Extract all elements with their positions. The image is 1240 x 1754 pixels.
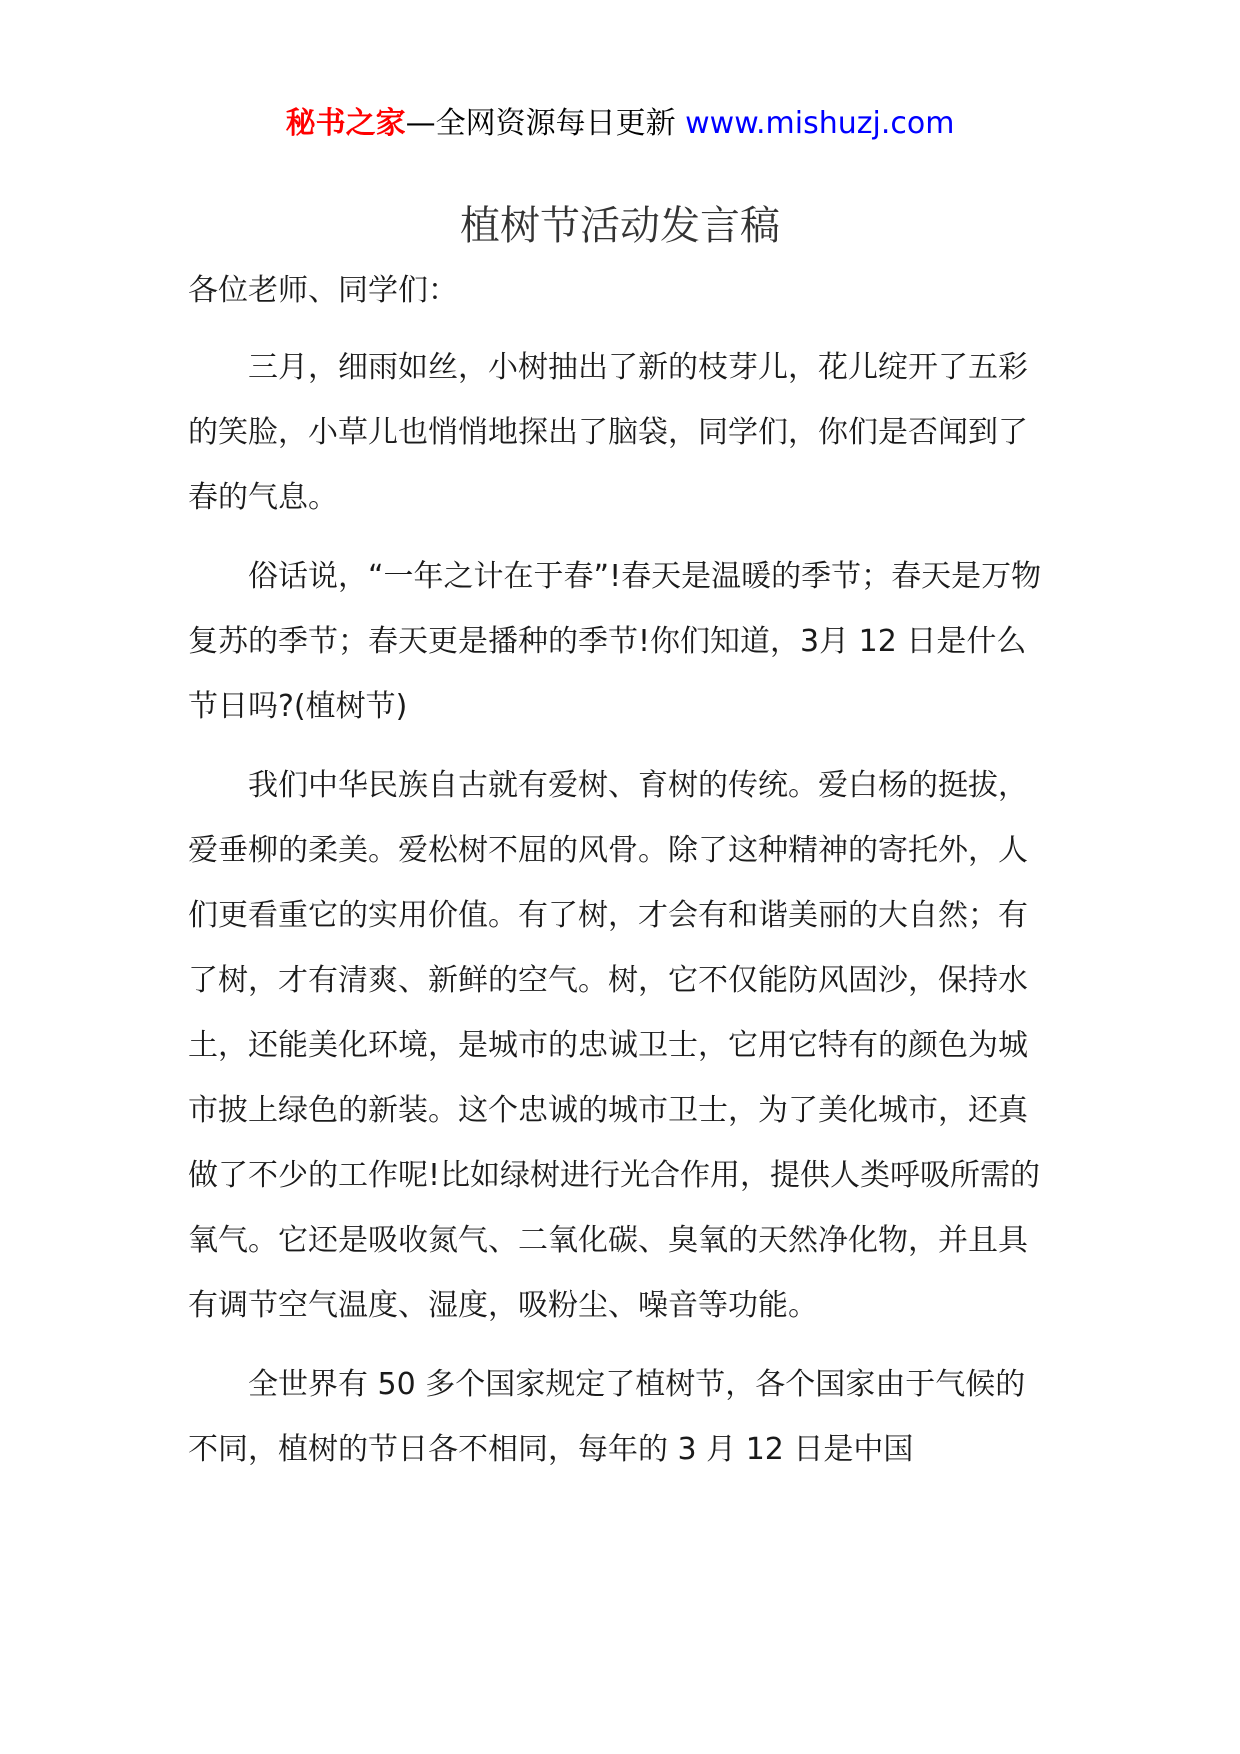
salutation: 各位老师、同学们： xyxy=(188,273,458,308)
paragraph: 三月，细雨如丝，小树抽出了新的枝芽儿，花儿绽开了五彩的笑脸，小草儿也悄悄地探出了脑袋，同学们，你们是否闻到了春的气息。 xyxy=(188,350,1028,515)
site-slogan: —全网资源每日更新 xyxy=(405,106,686,141)
document-title: 植树节活动发言稿 xyxy=(460,203,780,249)
paragraph: 俗话说，“一年之计在于春”!春天是温暖的季节；春天是万物复苏的季节；春天更是播种的季节!你们知道，3月 12 日是什么节日吗?(植树节) xyxy=(188,559,1042,724)
site-brand: 秘书之家 xyxy=(285,106,406,141)
site-url-link[interactable]: www.mishuzj.com xyxy=(685,106,955,141)
document-body xyxy=(188,258,1048,1496)
paragraph: 全世界有 50 多个国家规定了植树节，各个国家由于气候的不同，植树的节日各不相同，每年的 3 月 12 日是中国 xyxy=(188,1367,1026,1467)
paragraph: 我们中华民族自古就有爱树、育树的传统。爱白杨的挺拔，爱垂柳的柔美。爱松树不屈的风骨。除了这种精神的寄托外，人们更看重它的实用价值。有了树，才会有和谐美丽的大自然；有了树，才有清爽、新鲜的空气。树，它不仅能防风固沙，保持水土，还能美化环境，是城市的忠诚卫士，它用它特有的颜色为城市披上绿色的新装。这个忠诚的城市卫士，为了美化城市，还真做了不少的工作呢!比如绿树进行光合作用，提供人类呼吸所需的氧气。它还是吸收氮气、二氧化碳、臭氧的天然净化物，并且具有调节空气温度、湿度，吸粉尘、噪音等功能。 xyxy=(188,768,1041,1323)
site-header xyxy=(0,100,1240,148)
